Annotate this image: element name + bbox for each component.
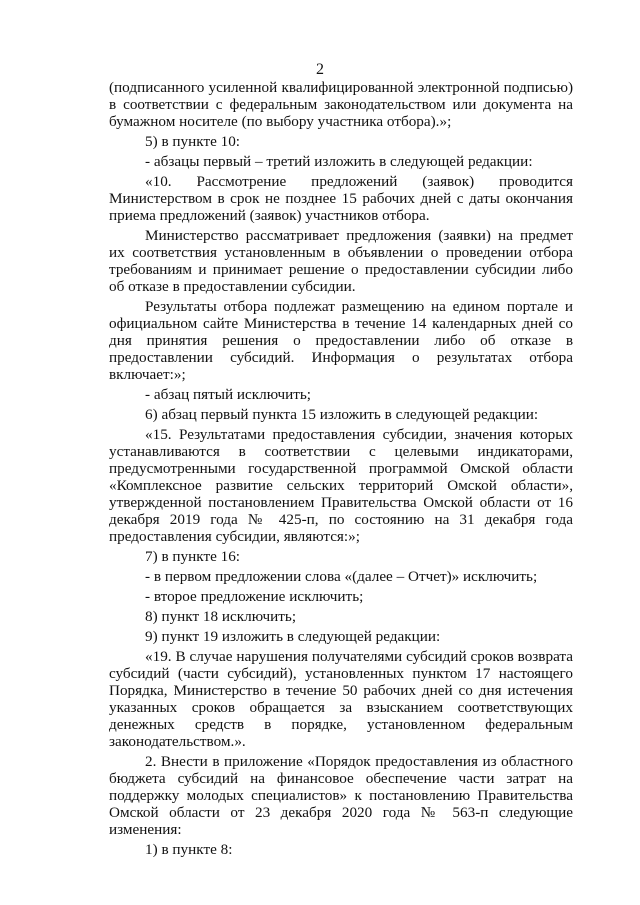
paragraph: «15. Результатами предоставления субсидии, значения которых устанавливаются в соответствии с целевыми индикаторами, предусмотренными государственной программой Омской области «Комплексное развитие сельских территорий Омской области», утвержденной постановлением Правительства Омской области от 16 декабря 2019 года № 425-п, по состоянию на 31 декабря года предоставления субсидии, являются:»; xyxy=(109,426,573,545)
paragraph: 2. Внести в приложение «Порядок предоставления из областного бюджета субсидий на финансовое обеспечение части затрат на поддержку молодых специалистов» к постановлению Правительства Омской области от 23 декабря 2020 года № 563-п следующие изменения: xyxy=(109,753,573,838)
paragraph: 7) в пункте 16: xyxy=(145,548,241,565)
paragraph: - абзац пятый исключить; xyxy=(145,386,312,403)
paragraph: - абзацы первый – третий изложить в следующей редакции: xyxy=(145,153,533,170)
paragraph: 6) абзац первый пункта 15 изложить в следующей редакции: xyxy=(145,406,539,423)
paragraph: - второе предложение исключить; xyxy=(145,588,364,605)
page-number: 2 xyxy=(316,61,324,78)
paragraph: 9) пункт 19 изложить в следующей редакции: xyxy=(145,628,441,645)
paragraph: (подписанного усиленной квалифицированной электронной подписью) в соответствии с федеральным законодательством или документа на бумажном носителе (по выбору участника отбора).»; xyxy=(109,79,573,130)
paragraph: 1) в пункте 8: xyxy=(145,841,233,858)
paragraph: - в первом предложении слова «(далее – Отчет)» исключить; xyxy=(145,568,538,585)
paragraph: Результаты отбора подлежат размещению на едином портале и официальном сайте Министерства в течение 14 календарных дней со дня принятия решения о предоставлении либо об отказе в предоставлении субсидий. Информация о результатах отбора включает:»; xyxy=(109,298,573,383)
paragraph: Министерство рассматривает предложения (заявки) на предмет их соответствия установленным в объявлении о проведении отбора требованиям и принимает решение о предоставлении субсидии либо об отказе в предоставлении субсидии. xyxy=(109,227,573,295)
document-body xyxy=(109,79,573,858)
paragraph: «10. Рассмотрение предложений (заявок) проводится Министерством в срок не позднее 15 рабочих дней с даты окончания приема предложений (заявок) участников отбора. xyxy=(109,173,573,224)
paragraph: 5) в пункте 10: xyxy=(145,133,241,150)
paragraph: 8) пункт 18 исключить; xyxy=(145,608,297,625)
paragraph: «19. В случае нарушения получателями субсидий сроков возврата субсидий (части субсидий), установленных пунктом 17 настоящего Порядка, Министерство в течение 50 рабочих дней со дня истечения указанных сроков обращается за взысканием соответствующих денежных средств в порядке, установленном федеральным законодательством.». xyxy=(109,648,573,750)
